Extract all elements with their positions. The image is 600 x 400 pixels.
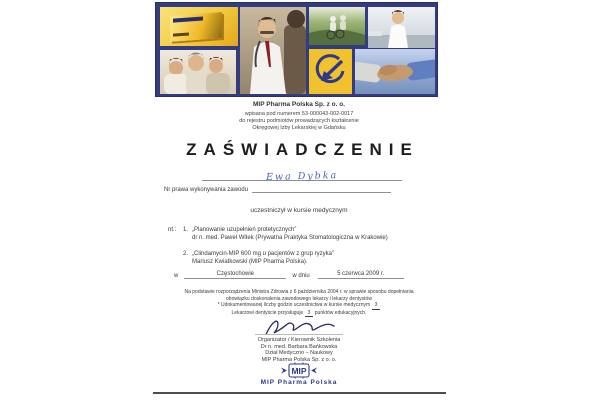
handshake-photo [355,49,435,94]
pharmacist-lab-photo [368,7,435,48]
topic-label: nt.: [168,227,177,233]
smiling-group-photo [160,50,236,94]
footnote-line-1: Na podstawie rozporządzenia Ministra Zdrowia z 6 października 2004 r. w sprawie sposobu dopełniania [184,289,414,295]
participant-name-handwriting: Ewa Dybka [265,170,339,183]
date-prefix: w dniu [292,273,310,279]
photo-collage-banner [155,2,438,97]
place-date-row [174,271,424,279]
company-name: MIP Pharma Polska Sp. z o. o. [253,101,345,108]
registration-line-3: Okręgowej Izby Lekarskiej w Gdańsku [252,125,346,131]
organizer-dept: Dział Medyczno – Naukowy [265,350,333,357]
organizer-company: MIP Pharma Polska Sp. z o. o. [261,356,337,363]
organizer-name: Dr n. med. Barbara Bańkowska [260,343,338,350]
registration-note [152,111,446,132]
footnote-line-4: Lekarzowi dentyście przysługuje 3 punktów edukacyjnych. [231,309,367,316]
place-value: Częstochowie [184,271,286,279]
medicine-box-graphic [170,12,222,42]
course-1-title: „Planowanie uzupełnień protetycznych” [192,227,297,233]
course-item-1 [183,227,440,242]
organizer-block [152,337,446,363]
organizer-role: Organizator / Kierownik Szkolenia [257,337,341,343]
education-points-value: 3 [305,310,314,318]
logo-caption: MIP Pharma Polska [260,379,338,386]
course-2-number: 2. [183,251,189,257]
doctor-consultation-photo [240,7,306,94]
certificate-title: ZAŚWIADCZENIE [186,140,419,159]
legal-footnote [152,289,446,317]
place-prefix: w [174,273,179,279]
course-2-speaker: Mariusz Kwiatkowski (MIP Pharma Polska). [192,258,308,265]
cyclists-photo [309,7,365,45]
registration-line-1: wpisana pod numerem 53-000043-002-0017 [244,111,354,117]
course-intro-text: uczestniczył w kursie medycznym [250,207,348,214]
svg-text:MIP: MIP [291,366,307,376]
license-number-row [164,184,391,193]
arrow-tile-icon [309,49,352,94]
course-1-speaker: dr n. med. Paweł Witek (Prywatna Praktyka Stomatologiczna w Krakowie) [192,234,388,241]
course-2-title: „Clindamycin-MIP 600 mg u pacjentów z grup ryzyka” [192,251,334,257]
license-number-label: Nr prawa wykonywania zawodu [164,187,249,193]
clindamycin-box-photo [160,7,238,46]
certificate-page [152,0,446,400]
participant-name-line [202,166,402,181]
date-value: 5 czerwca 2009 r. [318,271,404,279]
license-number-blank [252,184,391,193]
scan-edge-line [153,392,446,394]
signature-line [255,334,343,335]
course-item-2 [183,251,440,266]
course-1-number: 1. [183,227,189,233]
registration-line-2: do rejestru podmiotów prowadzących kształcenie [239,118,359,124]
footnote-line-2: obowiązku doskonalenia zawodowego lekarzy i lekarzy dentystów [226,295,372,302]
course-hours-value: 3 [372,302,381,310]
footnote-line-3: * Udokumentowanej liczby godzin uczestnictwa w kursie medycznym 3 [152,302,446,310]
